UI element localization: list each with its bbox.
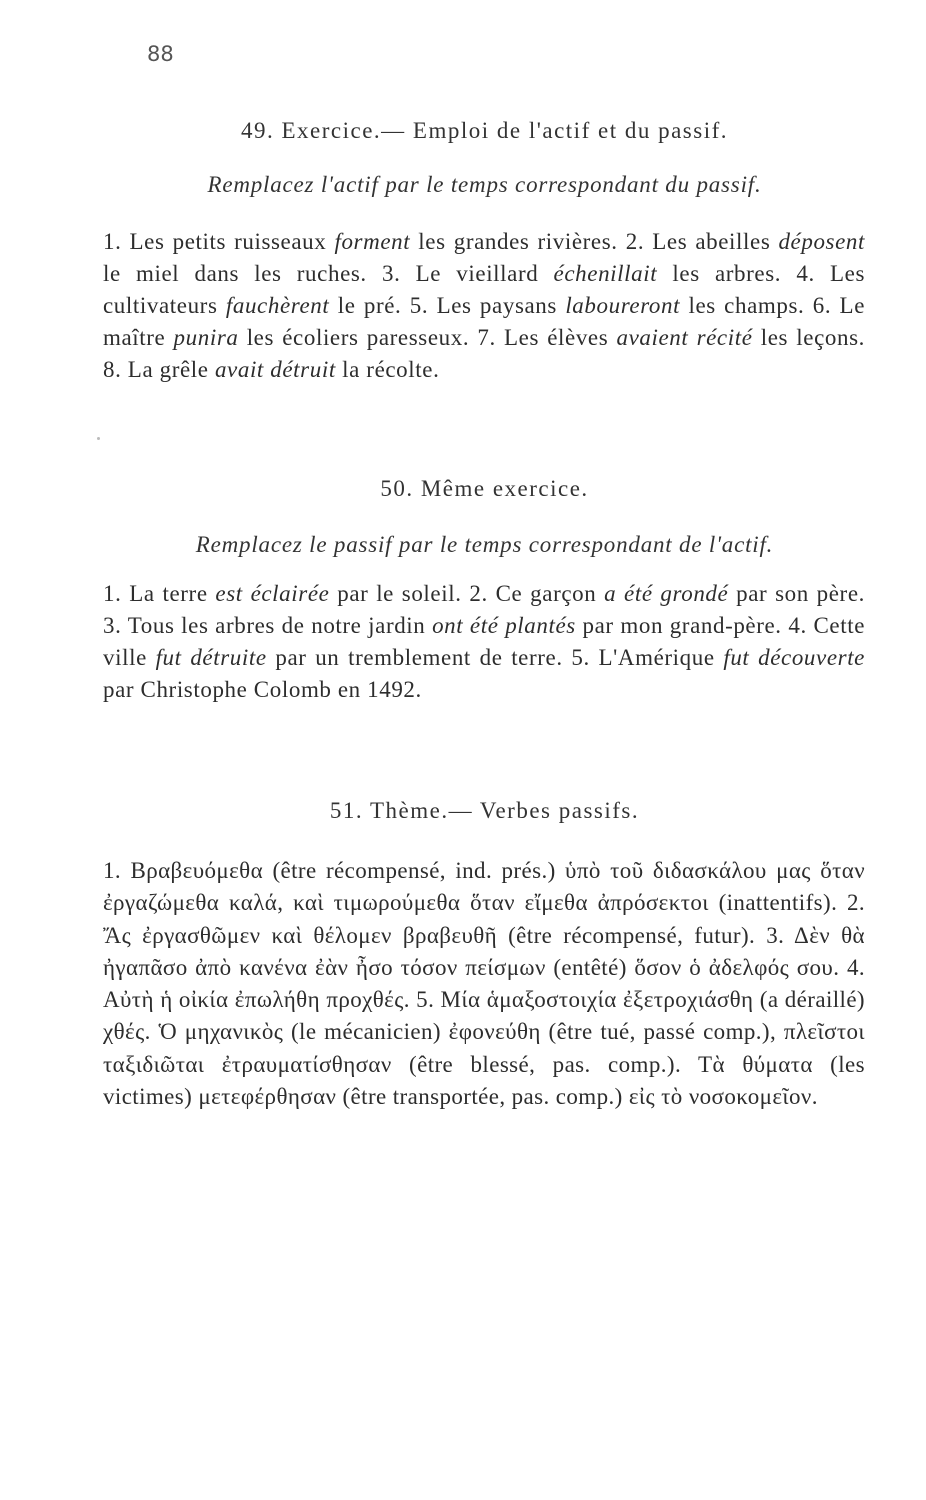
section-51-title: Thème.— Verbes passifs. [369, 798, 640, 823]
exercise-item [477, 325, 865, 350]
section-50-title: Même exercice. [420, 476, 589, 501]
item-text: 7. Les élèves [477, 325, 617, 350]
section-50-body [103, 578, 865, 706]
section-51-body: 1. Βραβευόμεθα (être récompensé, ind. prés.) ὑπὸ τοῦ διδασκάλου μας ὅταν ἐργαζώμεθα καλά, καὶ τιμωρούμεθα ὅταν εἴμεθα ἀπρόσεκτοι (inattentifs). 2. Ἄς ἐργασθῶμεν καὶ θέλομεν βραβευθῆ (être récompensé, futur). 3. Δὲν θὰ ἠγαπᾶσο ἀπὸ κανένα ἐὰν ἦσο τόσον πείσμων (entêté) ὅσον ὁ ἀδελφός σου. 4. Αὐτὴ ἡ οἰκία ἐπωλήθη προχθές. 5. Μία ἁμαξοστοιχία ἐξετροχιάσθη (a déraillé) χθές. Ὁ μηχανικὸς (le mécanicien) ἐφονεύθη (être tué, passé comp.), πλεῖστοι ταξιδιῶται ἐτραυματίσθησαν (être blessé, pas. comp.). Τὰ θύματα (les victimes) μετεφέρθησαν (être transportée, pas. comp.) εἰς τὸ νοσοκομεῖον. [103, 858, 865, 1110]
item-text: 1. La terre [103, 581, 216, 606]
section-49-instruction: Remplacez l'actif par le temps correspondant du passif. [207, 172, 762, 197]
section-50-number: 50. [380, 476, 414, 501]
item-text: par son père. [728, 581, 865, 606]
item-text: le miel dans les ruches. [103, 261, 382, 286]
item-text: 4. Les cultivateurs [103, 261, 866, 318]
item-text: les écoliers paresseux. [238, 325, 478, 350]
italic-verb: forment [334, 229, 411, 254]
section-49-heading [103, 118, 866, 144]
item-text: par le soleil. [329, 581, 470, 606]
item-text: les grandes rivières. [410, 229, 626, 254]
italic-verb: laboureront [565, 293, 681, 318]
italic-verb: déposent [778, 229, 866, 254]
italic-verb: ont été plantés [432, 613, 576, 638]
item-text: 2. Ce garçon [469, 581, 605, 606]
exercise-item [103, 229, 626, 254]
section-49-body [103, 226, 865, 386]
section-50-instruction: Remplacez le passif par le temps correspondant de l'actif. [195, 532, 774, 557]
exercise-item [382, 261, 796, 286]
exercise-item [103, 581, 469, 606]
italic-verb: est éclairée [215, 581, 330, 606]
page-number: 88 [147, 42, 174, 66]
item-text: 5. L'Amérique [571, 645, 724, 670]
exercise-item [410, 293, 813, 318]
item-text: la récolte. [335, 357, 440, 382]
item-text: 4. Cette ville [103, 613, 866, 670]
item-text: le pré. [329, 293, 410, 318]
exercise-item [469, 581, 865, 606]
item-text: 8. La grêle [103, 357, 215, 382]
item-text: 6. Le maître [103, 293, 865, 350]
section-50-heading [103, 476, 866, 502]
italic-verb: a été grondé [604, 581, 729, 606]
exercise-item [103, 357, 439, 382]
item-text: par un tremblement de terre. [266, 645, 572, 670]
item-text: par mon grand-père. [575, 613, 789, 638]
item-text: 3. Le vieillard [381, 261, 554, 286]
italic-verb: avait détruit [214, 357, 336, 382]
item-text: par Christophe Colomb en 1492. [103, 677, 422, 702]
item-text: les arbres. [657, 261, 797, 286]
italic-verb: punira [173, 325, 239, 350]
italic-verb: fut découverte [723, 645, 865, 670]
item-text: les leçons. [752, 325, 865, 350]
item-text: les champs. [680, 293, 813, 318]
section-51-number: 51. [329, 798, 364, 823]
item-text: 3. Tous les arbres de notre jardin [103, 613, 433, 638]
italic-verb: échenillait [553, 261, 658, 286]
italic-verb: fauchèrent [225, 293, 330, 318]
item-text: 5. Les paysans [409, 293, 566, 318]
exercise-item [103, 613, 788, 638]
item-text: 2. Les abeilles [625, 229, 779, 254]
stray-mark [97, 437, 100, 440]
section-51-heading [103, 798, 866, 824]
section-49-title: Exercice.— Emploi de l'actif et du passif. [281, 118, 728, 143]
item-text: 1. Les petits ruisseaux [103, 229, 335, 254]
section-49-number: 49. [240, 118, 275, 143]
italic-verb: fut détruite [155, 645, 267, 670]
italic-verb: avaient récité [616, 325, 753, 350]
